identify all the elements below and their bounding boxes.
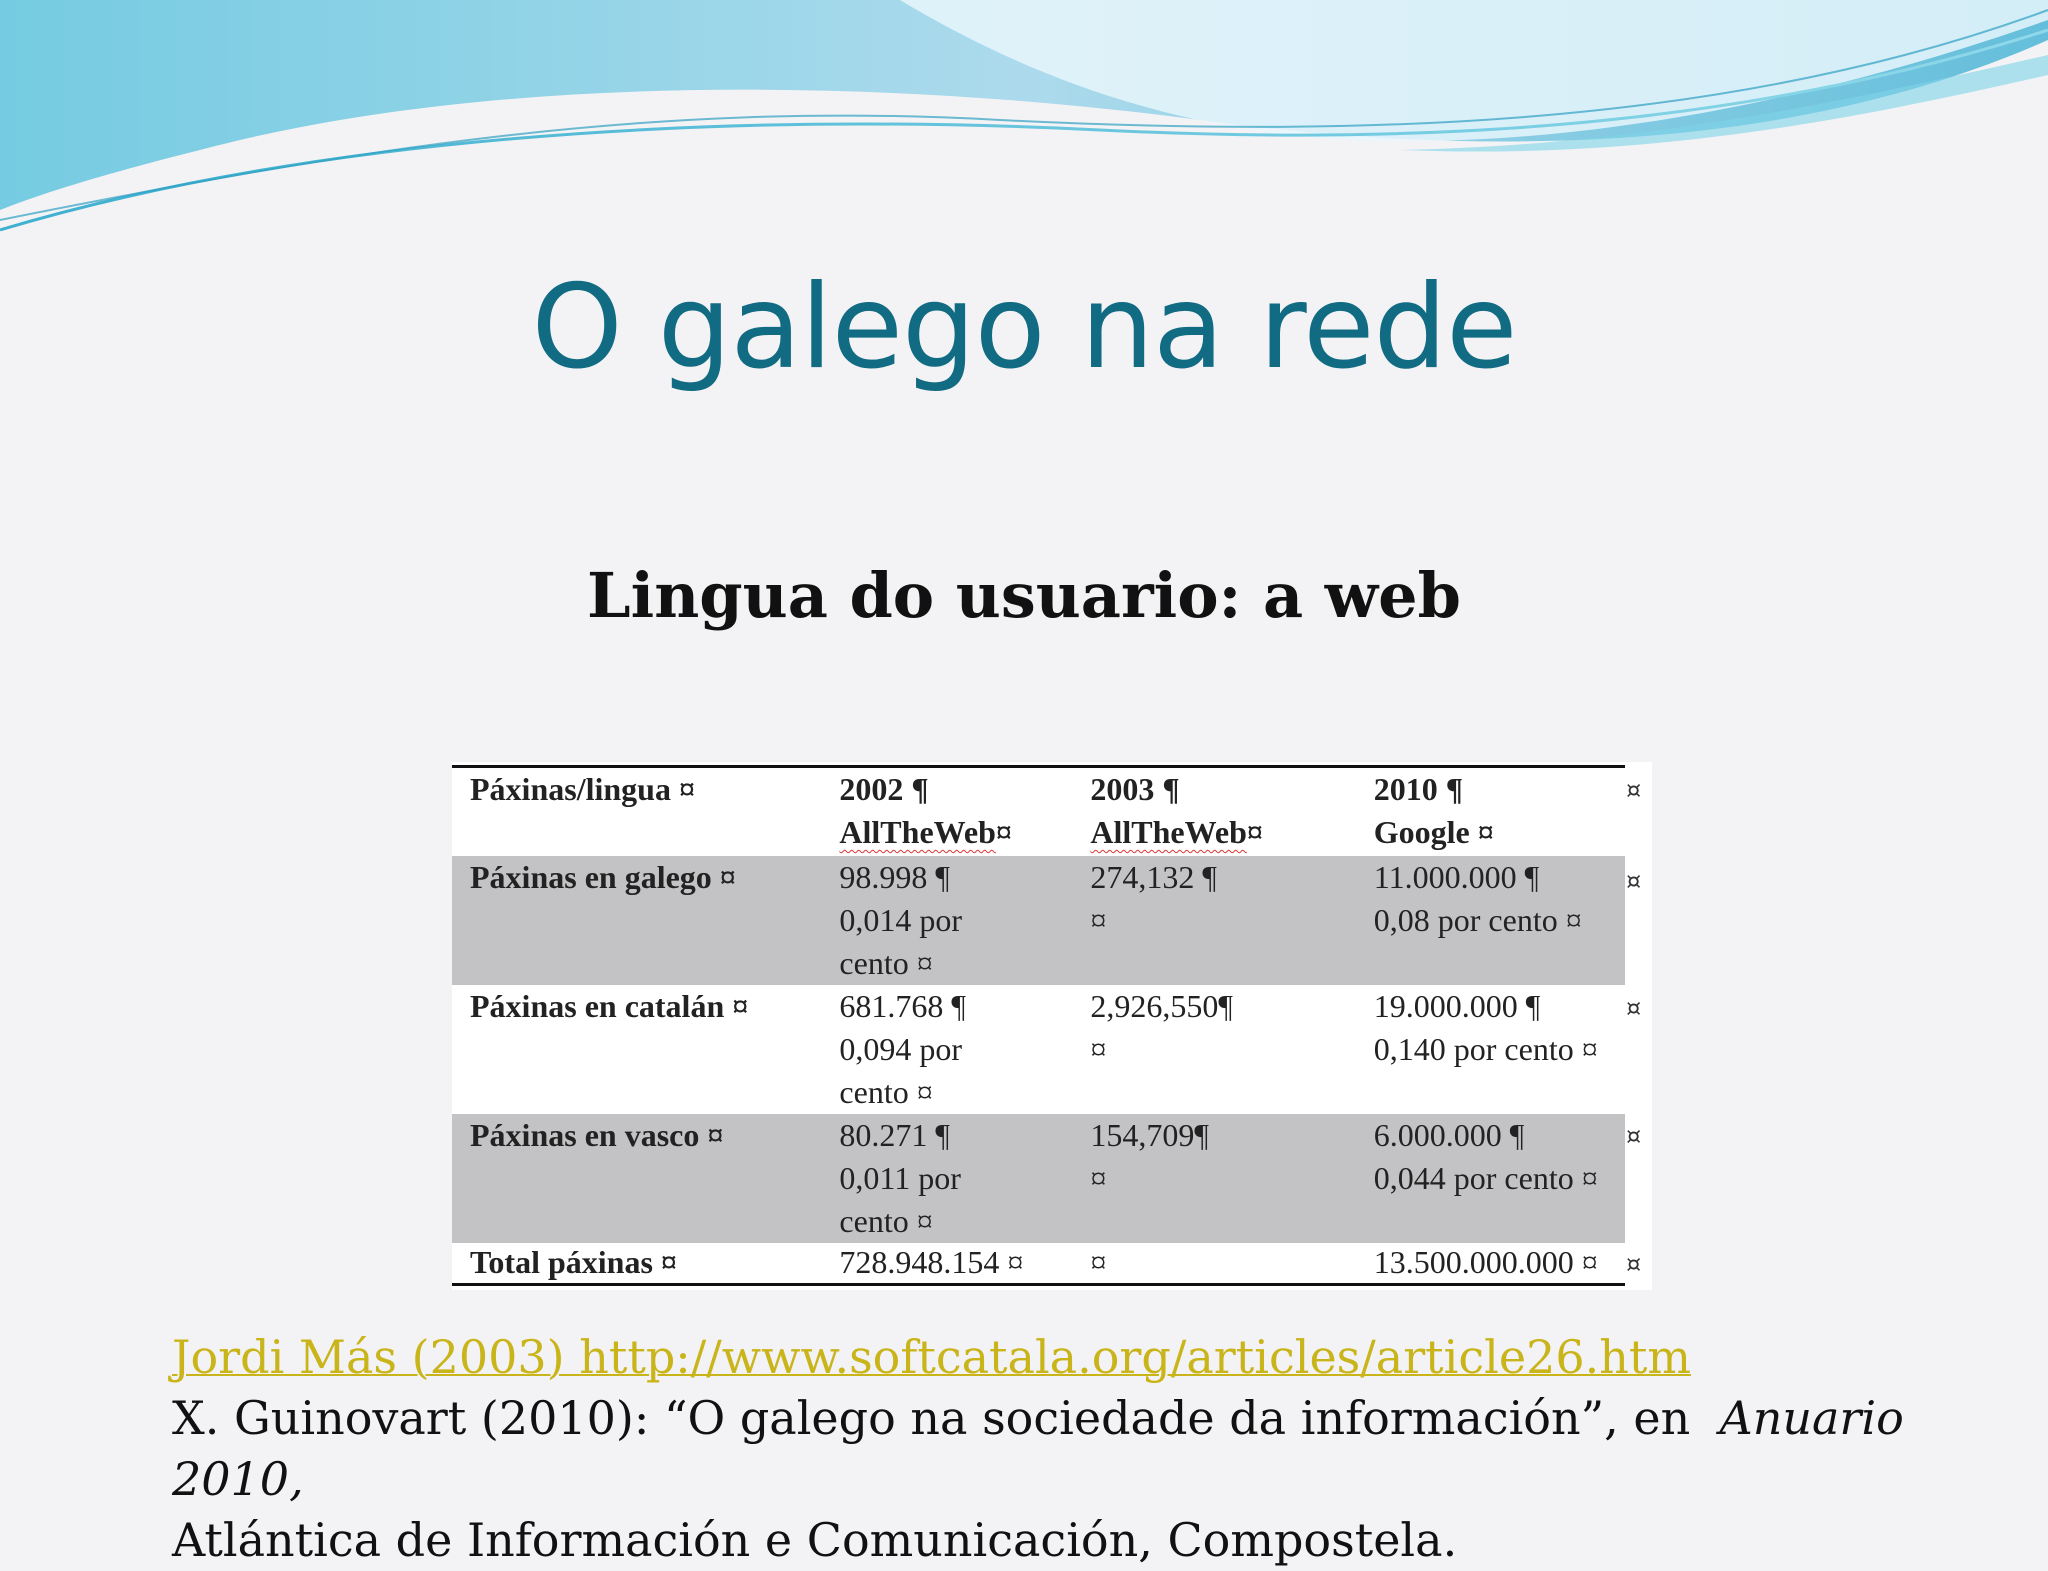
row-label: Páxinas en galego ¤ [452, 856, 821, 985]
table-row [452, 985, 1625, 1114]
header-cell-2003: 2003 ¶ AllTheWeb¤ [1072, 767, 1355, 857]
header-cell-2002: 2002 ¶ AllTheWeb¤ [821, 767, 1072, 857]
header-wave-decoration [0, 0, 2048, 240]
cell-2003: 274,132 ¶ ¤ [1072, 856, 1355, 985]
cell-total-2002: 728.948.154 ¤ [821, 1243, 1072, 1285]
cell-2010: 11.000.000 ¶ 0,08 por cento ¤ [1356, 856, 1625, 985]
row-end-mark: ¤ [1626, 776, 1642, 804]
cell-2010: 6.000.000 ¶ 0,044 por cento ¤ [1356, 1114, 1625, 1243]
row-label: Páxinas en catalán ¤ [470, 988, 749, 1024]
header-cell-2010: 2010 ¶ Google ¤ [1356, 767, 1625, 857]
table-row [452, 856, 1625, 985]
cell-2002: 681.768 ¶ 0,094 por cento ¤ [839, 988, 966, 1110]
row-end-mark: ¤ [1626, 867, 1642, 895]
row-label-total: Total páxinas ¤ [452, 1243, 821, 1285]
slide-subtitle: Lingua do usuario: a web [587, 559, 1461, 632]
web-pages-by-language-table [452, 765, 1625, 1286]
table-header-row [452, 767, 1625, 857]
cell-2003: 154,709¶ ¤ [1072, 1114, 1355, 1243]
row-end-mark: ¤ [1626, 1122, 1642, 1150]
slide-title: O galego na rede [531, 260, 1517, 395]
reference-link-softcatala[interactable]: Jordi Más (2003) http://www.softcatala.org/articles/article26.htm [172, 1330, 1691, 1384]
header-cell-language: Páxinas/lingua ¤ [452, 767, 821, 857]
cell-2002: 80.271 ¶ 0,011 por cento ¤ [821, 1114, 1072, 1243]
web-pages-table-image [452, 762, 1652, 1290]
row-end-mark: ¤ [1626, 994, 1642, 1022]
reference-2: X. Guinovart (2010): “O galego na sociedade da información”, en Anuario 2010, [172, 1391, 1904, 1506]
cell-2003: 2,926,550¶ ¤ [1090, 988, 1233, 1067]
reference-2-continued: Atlántica de Información e Comunicación, Compostela. [172, 1513, 1458, 1567]
references [172, 1327, 2012, 1571]
table-row [452, 1114, 1625, 1243]
reference-1 [172, 1327, 2012, 1388]
row-end-mark: ¤ [1626, 1250, 1642, 1278]
cell-2010: 19.000.000 ¶ 0,140 por cento ¤ [1373, 988, 1598, 1067]
cell-total-2003: ¤ [1072, 1243, 1355, 1285]
row-label: Páxinas en vasco ¤ [452, 1114, 821, 1243]
cell-total-2010: 13.500.000.000 ¤ [1356, 1243, 1625, 1285]
table-total-row [452, 1243, 1625, 1285]
cell-2002: 98.998 ¶ 0,014 por cento ¤ [821, 856, 1072, 985]
